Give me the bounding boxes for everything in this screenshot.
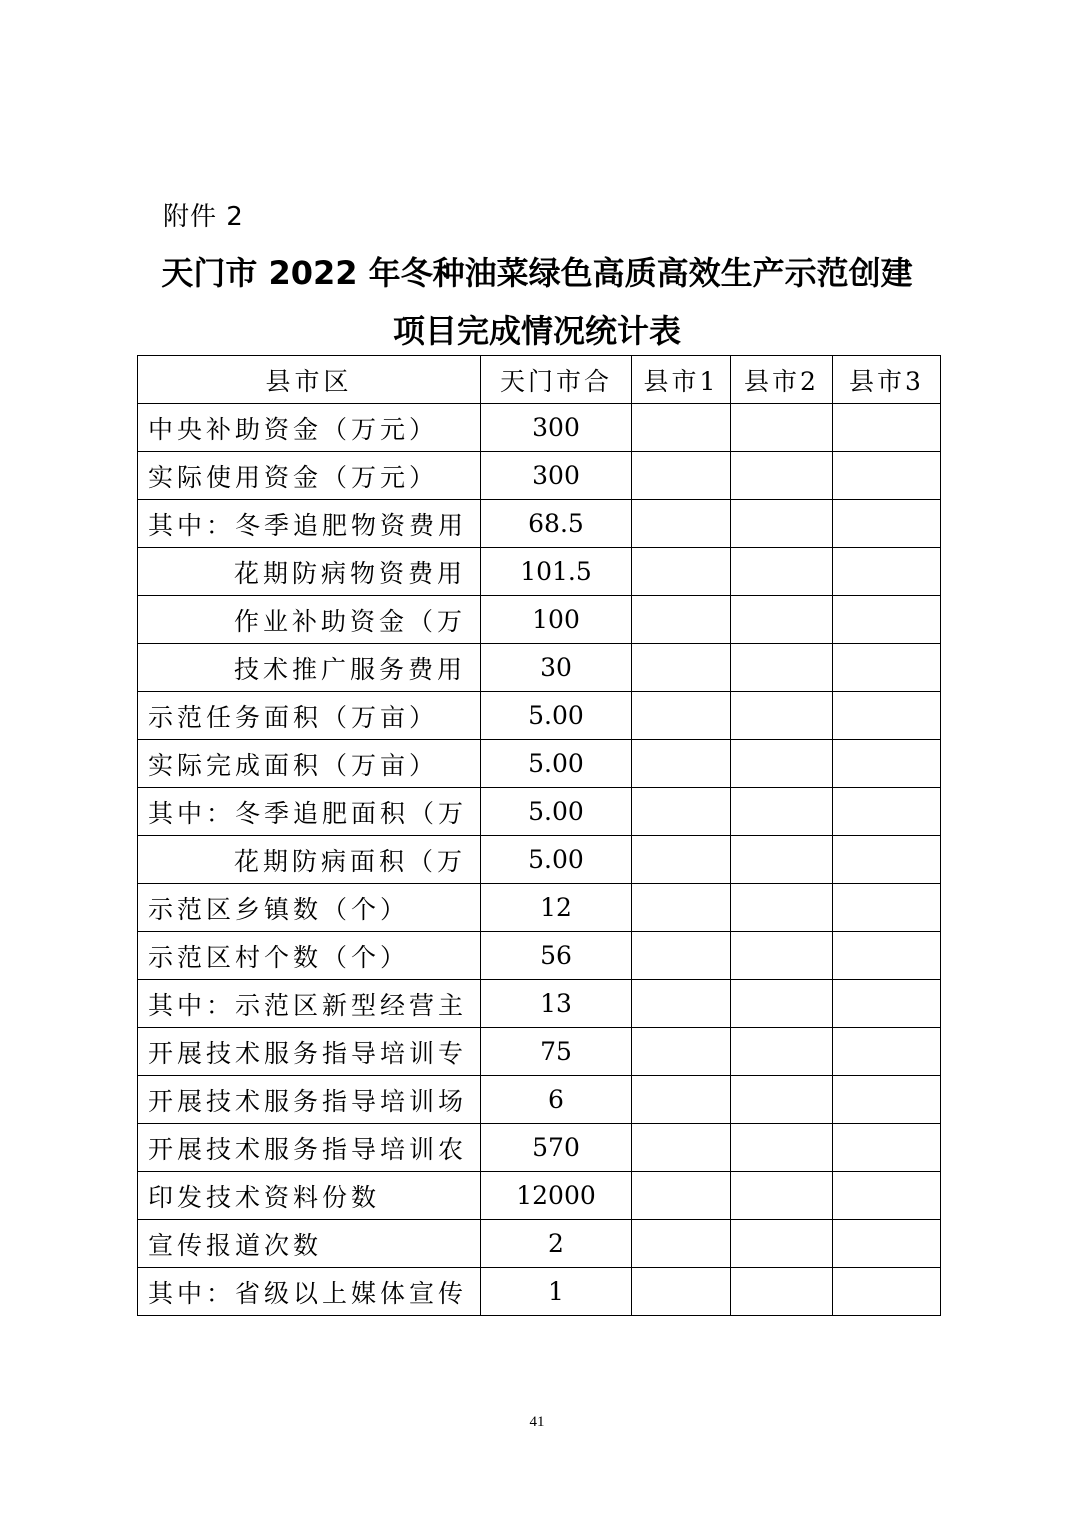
page-title-line-2: 项目完成情况统计表	[392, 312, 681, 350]
row-value-tianmen: 2	[481, 1220, 632, 1268]
row-value-county-1	[632, 884, 731, 932]
statistics-table	[137, 355, 941, 1316]
statistics-table-body	[138, 356, 941, 1316]
row-value-county-2	[731, 932, 833, 980]
row-label: 实际完成面积（万亩）	[138, 740, 481, 788]
row-value-county-1	[632, 692, 731, 740]
row-value-tianmen: 13	[481, 980, 632, 1028]
row-value-tianmen: 570	[481, 1124, 632, 1172]
row-value-county-1	[632, 548, 731, 596]
row-value-county-3	[833, 1268, 941, 1316]
row-value-county-2	[731, 836, 833, 884]
table-row	[138, 644, 941, 692]
row-label: 示范任务面积（万亩）	[138, 692, 481, 740]
row-value-county-2	[731, 500, 833, 548]
row-value-county-3	[833, 836, 941, 884]
row-label: 其中：冬季追肥物资费用	[138, 500, 481, 548]
row-value-county-1	[632, 836, 731, 884]
row-value-county-3	[833, 596, 941, 644]
table-row	[138, 1220, 941, 1268]
row-value-county-2	[731, 644, 833, 692]
header-tianmen-total: 天门市合	[481, 356, 632, 404]
row-value-county-1	[632, 644, 731, 692]
table-row	[138, 692, 941, 740]
row-value-county-3	[833, 1220, 941, 1268]
table-row	[138, 1124, 941, 1172]
row-value-tianmen: 12	[481, 884, 632, 932]
row-value-tianmen: 56	[481, 932, 632, 980]
row-label: 花期防病面积（万	[138, 836, 481, 884]
row-value-tianmen: 68.5	[481, 500, 632, 548]
row-value-county-3	[833, 980, 941, 1028]
row-label: 花期防病物资费用	[138, 548, 481, 596]
table-row	[138, 980, 941, 1028]
row-value-tianmen: 75	[481, 1028, 632, 1076]
row-value-county-1	[632, 1268, 731, 1316]
row-value-county-3	[833, 1028, 941, 1076]
row-value-county-2	[731, 1268, 833, 1316]
table-row	[138, 452, 941, 500]
row-value-county-2	[731, 452, 833, 500]
row-value-county-2	[731, 1124, 833, 1172]
row-value-county-3	[833, 404, 941, 452]
row-value-tianmen: 5.00	[481, 740, 632, 788]
row-value-county-3	[833, 740, 941, 788]
row-value-county-2	[731, 1172, 833, 1220]
table-row	[138, 1268, 941, 1316]
table-row	[138, 500, 941, 548]
row-value-county-2	[731, 1076, 833, 1124]
row-value-county-1	[632, 452, 731, 500]
row-value-county-3	[833, 692, 941, 740]
row-value-county-3	[833, 1076, 941, 1124]
row-value-tianmen: 300	[481, 404, 632, 452]
table-row	[138, 1172, 941, 1220]
table-header-row	[138, 356, 941, 404]
row-label: 开展技术服务指导培训专	[138, 1028, 481, 1076]
row-label: 示范区乡镇数（个）	[138, 884, 481, 932]
row-value-county-2	[731, 404, 833, 452]
row-value-county-3	[833, 500, 941, 548]
row-value-tianmen: 5.00	[481, 836, 632, 884]
row-value-tianmen: 5.00	[481, 692, 632, 740]
header-county-2: 县市2	[731, 356, 833, 404]
row-value-county-1	[632, 788, 731, 836]
row-label: 实际使用资金（万元）	[138, 452, 481, 500]
row-value-county-1	[632, 596, 731, 644]
row-value-county-1	[632, 500, 731, 548]
row-value-county-3	[833, 788, 941, 836]
row-value-tianmen: 100	[481, 596, 632, 644]
row-value-county-3	[833, 548, 941, 596]
row-value-county-2	[731, 740, 833, 788]
row-value-county-1	[632, 740, 731, 788]
table-row	[138, 404, 941, 452]
page-title-line-1: 天门市 2022 年冬种油菜绿色高质高效生产示范创建	[161, 254, 913, 292]
row-value-county-3	[833, 1124, 941, 1172]
row-label: 开展技术服务指导培训农	[138, 1124, 481, 1172]
row-value-county-2	[731, 596, 833, 644]
header-county-3: 县市3	[833, 356, 941, 404]
row-value-tianmen: 6	[481, 1076, 632, 1124]
row-value-county-1	[632, 932, 731, 980]
row-value-tianmen: 30	[481, 644, 632, 692]
row-value-county-2	[731, 548, 833, 596]
row-label: 其中：示范区新型经营主	[138, 980, 481, 1028]
row-value-tianmen: 5.00	[481, 788, 632, 836]
table-row	[138, 884, 941, 932]
table-row	[138, 1076, 941, 1124]
row-value-county-1	[632, 1124, 731, 1172]
row-label: 技术推广服务费用	[138, 644, 481, 692]
row-value-county-1	[632, 1172, 731, 1220]
row-value-county-1	[632, 980, 731, 1028]
table-row	[138, 932, 941, 980]
table-row	[138, 1028, 941, 1076]
row-label: 其中：冬季追肥面积（万	[138, 788, 481, 836]
table-row	[138, 596, 941, 644]
header-county: 县市区	[138, 356, 481, 404]
row-value-tianmen: 12000	[481, 1172, 632, 1220]
row-value-county-3	[833, 644, 941, 692]
page-number: 41	[529, 1414, 545, 1430]
row-label: 开展技术服务指导培训场	[138, 1076, 481, 1124]
row-label: 其中：省级以上媒体宣传	[138, 1268, 481, 1316]
row-value-county-2	[731, 1220, 833, 1268]
table-row	[138, 788, 941, 836]
row-value-county-1	[632, 1220, 731, 1268]
row-value-county-3	[833, 452, 941, 500]
row-value-tianmen: 300	[481, 452, 632, 500]
row-value-county-2	[731, 1028, 833, 1076]
row-value-county-3	[833, 932, 941, 980]
row-label: 示范区村个数（个）	[138, 932, 481, 980]
row-value-tianmen: 101.5	[481, 548, 632, 596]
row-value-county-3	[833, 1172, 941, 1220]
attachment-label: 附件 2	[163, 202, 244, 232]
row-label: 中央补助资金（万元）	[138, 404, 481, 452]
row-value-county-2	[731, 980, 833, 1028]
table-row	[138, 740, 941, 788]
row-value-county-2	[731, 788, 833, 836]
row-value-county-2	[731, 692, 833, 740]
row-value-tianmen: 1	[481, 1268, 632, 1316]
row-label: 宣传报道次数	[138, 1220, 481, 1268]
table-row	[138, 548, 941, 596]
row-value-county-1	[632, 404, 731, 452]
row-label: 作业补助资金（万	[138, 596, 481, 644]
row-value-county-2	[731, 884, 833, 932]
row-value-county-1	[632, 1076, 731, 1124]
table-row	[138, 836, 941, 884]
header-county-1: 县市1	[632, 356, 731, 404]
row-label: 印发技术资料份数	[138, 1172, 481, 1220]
row-value-county-1	[632, 1028, 731, 1076]
row-value-county-3	[833, 884, 941, 932]
